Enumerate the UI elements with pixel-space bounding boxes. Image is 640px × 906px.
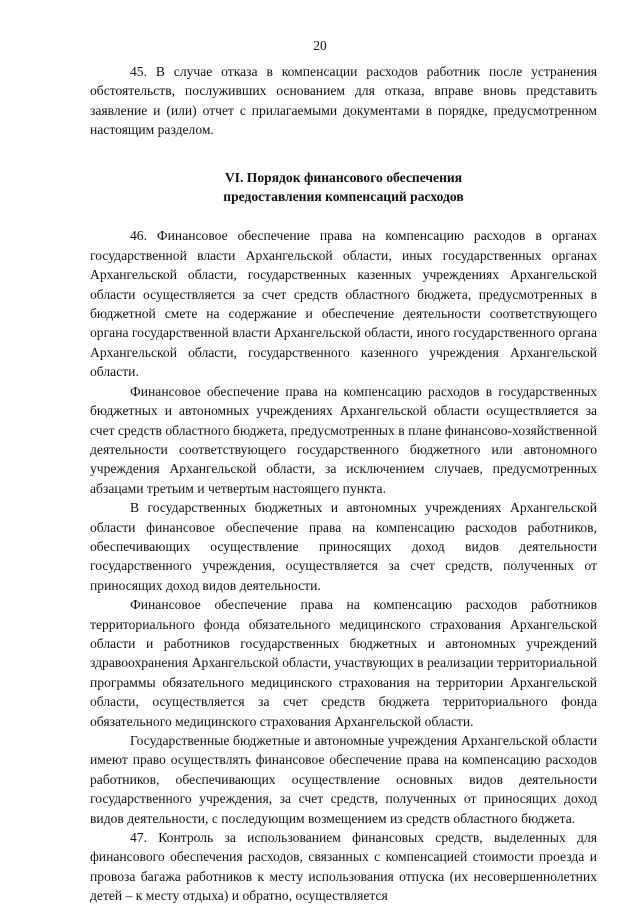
section-heading xyxy=(90,168,597,207)
paragraph-46-part-4: Финансовое обеспечение права на компенсацию расходов работников территориального фонда обязательного медицинского страхования Архангельской области и работников государственных бюджетных и автономных учреждений здравоохранения Архангельской области, участвующих в реализации территориальной программы обязательного медицинского страхования на территории Архангельской области, осуществляется за счет средств бюджета территориального фонда обязательного медицинского страхования Архангельской области. xyxy=(90,597,597,729)
paragraph-45: 45. В случае отказа в компенсации расходов работник после устранения обстоятельств, послуживших основанием для отказа, вправе вновь представить заявление и (или) отчет с прилагаемыми документами в порядке, предусмотренном настоящим разделом. xyxy=(90,64,597,138)
paragraph-46: 46. Финансовое обеспечение права на компенсацию расходов в органах государственной власти Архангельской области, иных государственных органах Архангельской области, государственных казенных учреждениях Архангельской области осуществляется за счет средств областного бюджета, предусмотренных в бюджетной смете на содержание и обеспечение деятельности соответствующего органа государственной власти Архангельской области, иного государственного органа Архангельской области, государственного казенного учреждения Архангельской области. xyxy=(90,228,597,380)
document-body xyxy=(90,62,597,906)
paragraph-46-part-2: Финансовое обеспечение права на компенсацию расходов в государственных бюджетных и автономных учреждениях Архангельской области осуществляется за счет средств областного бюджета, предусмотренных в плане финансово-хозяйственной деятельности соответствующего государственного бюджетного или автономного учреждения Архангельской области, за исключением случаев, предусмотренных абзацами третьим и четвертым настоящего пункта. xyxy=(90,383,597,496)
section-heading-line-2: предоставления компенсаций расходов xyxy=(223,189,464,205)
page-number: 20 xyxy=(313,38,327,53)
paragraph-46-part-3: В государственных бюджетных и автономных учреждениях Архангельской области финансовое обеспечение права на компенсацию расходов работников, обеспечивающих осуществление приносящих доход видов деятельности государственного учреждения, осуществляется за счет средств, полученных от приносящих доход видов деятельности. xyxy=(90,500,597,593)
paragraph-46-part-5: Государственные бюджетные и автономные учреждения Архангельской области имеют право осуществлять финансовое обеспечение права на компенсацию расходов работников, обеспечивающих осуществление основных видов деятельности государственного учреждения, за счет средств, полученных от приносящих доход видов деятельности, с последующим возмещением из средств областного бюджета. xyxy=(90,733,597,826)
section-heading-line-1: VI. Порядок финансового обеспечения xyxy=(224,169,463,185)
paragraph-47: 47. Контроль за использованием финансовых средств, выделенных для финансового обеспечения расходов, связанных с компенсацией стоимости проезда и провоза багажа работников к месту использования отпуска (их несовершеннолетних детей – к месту отдыха) и обратно, осуществляется xyxy=(90,830,597,904)
